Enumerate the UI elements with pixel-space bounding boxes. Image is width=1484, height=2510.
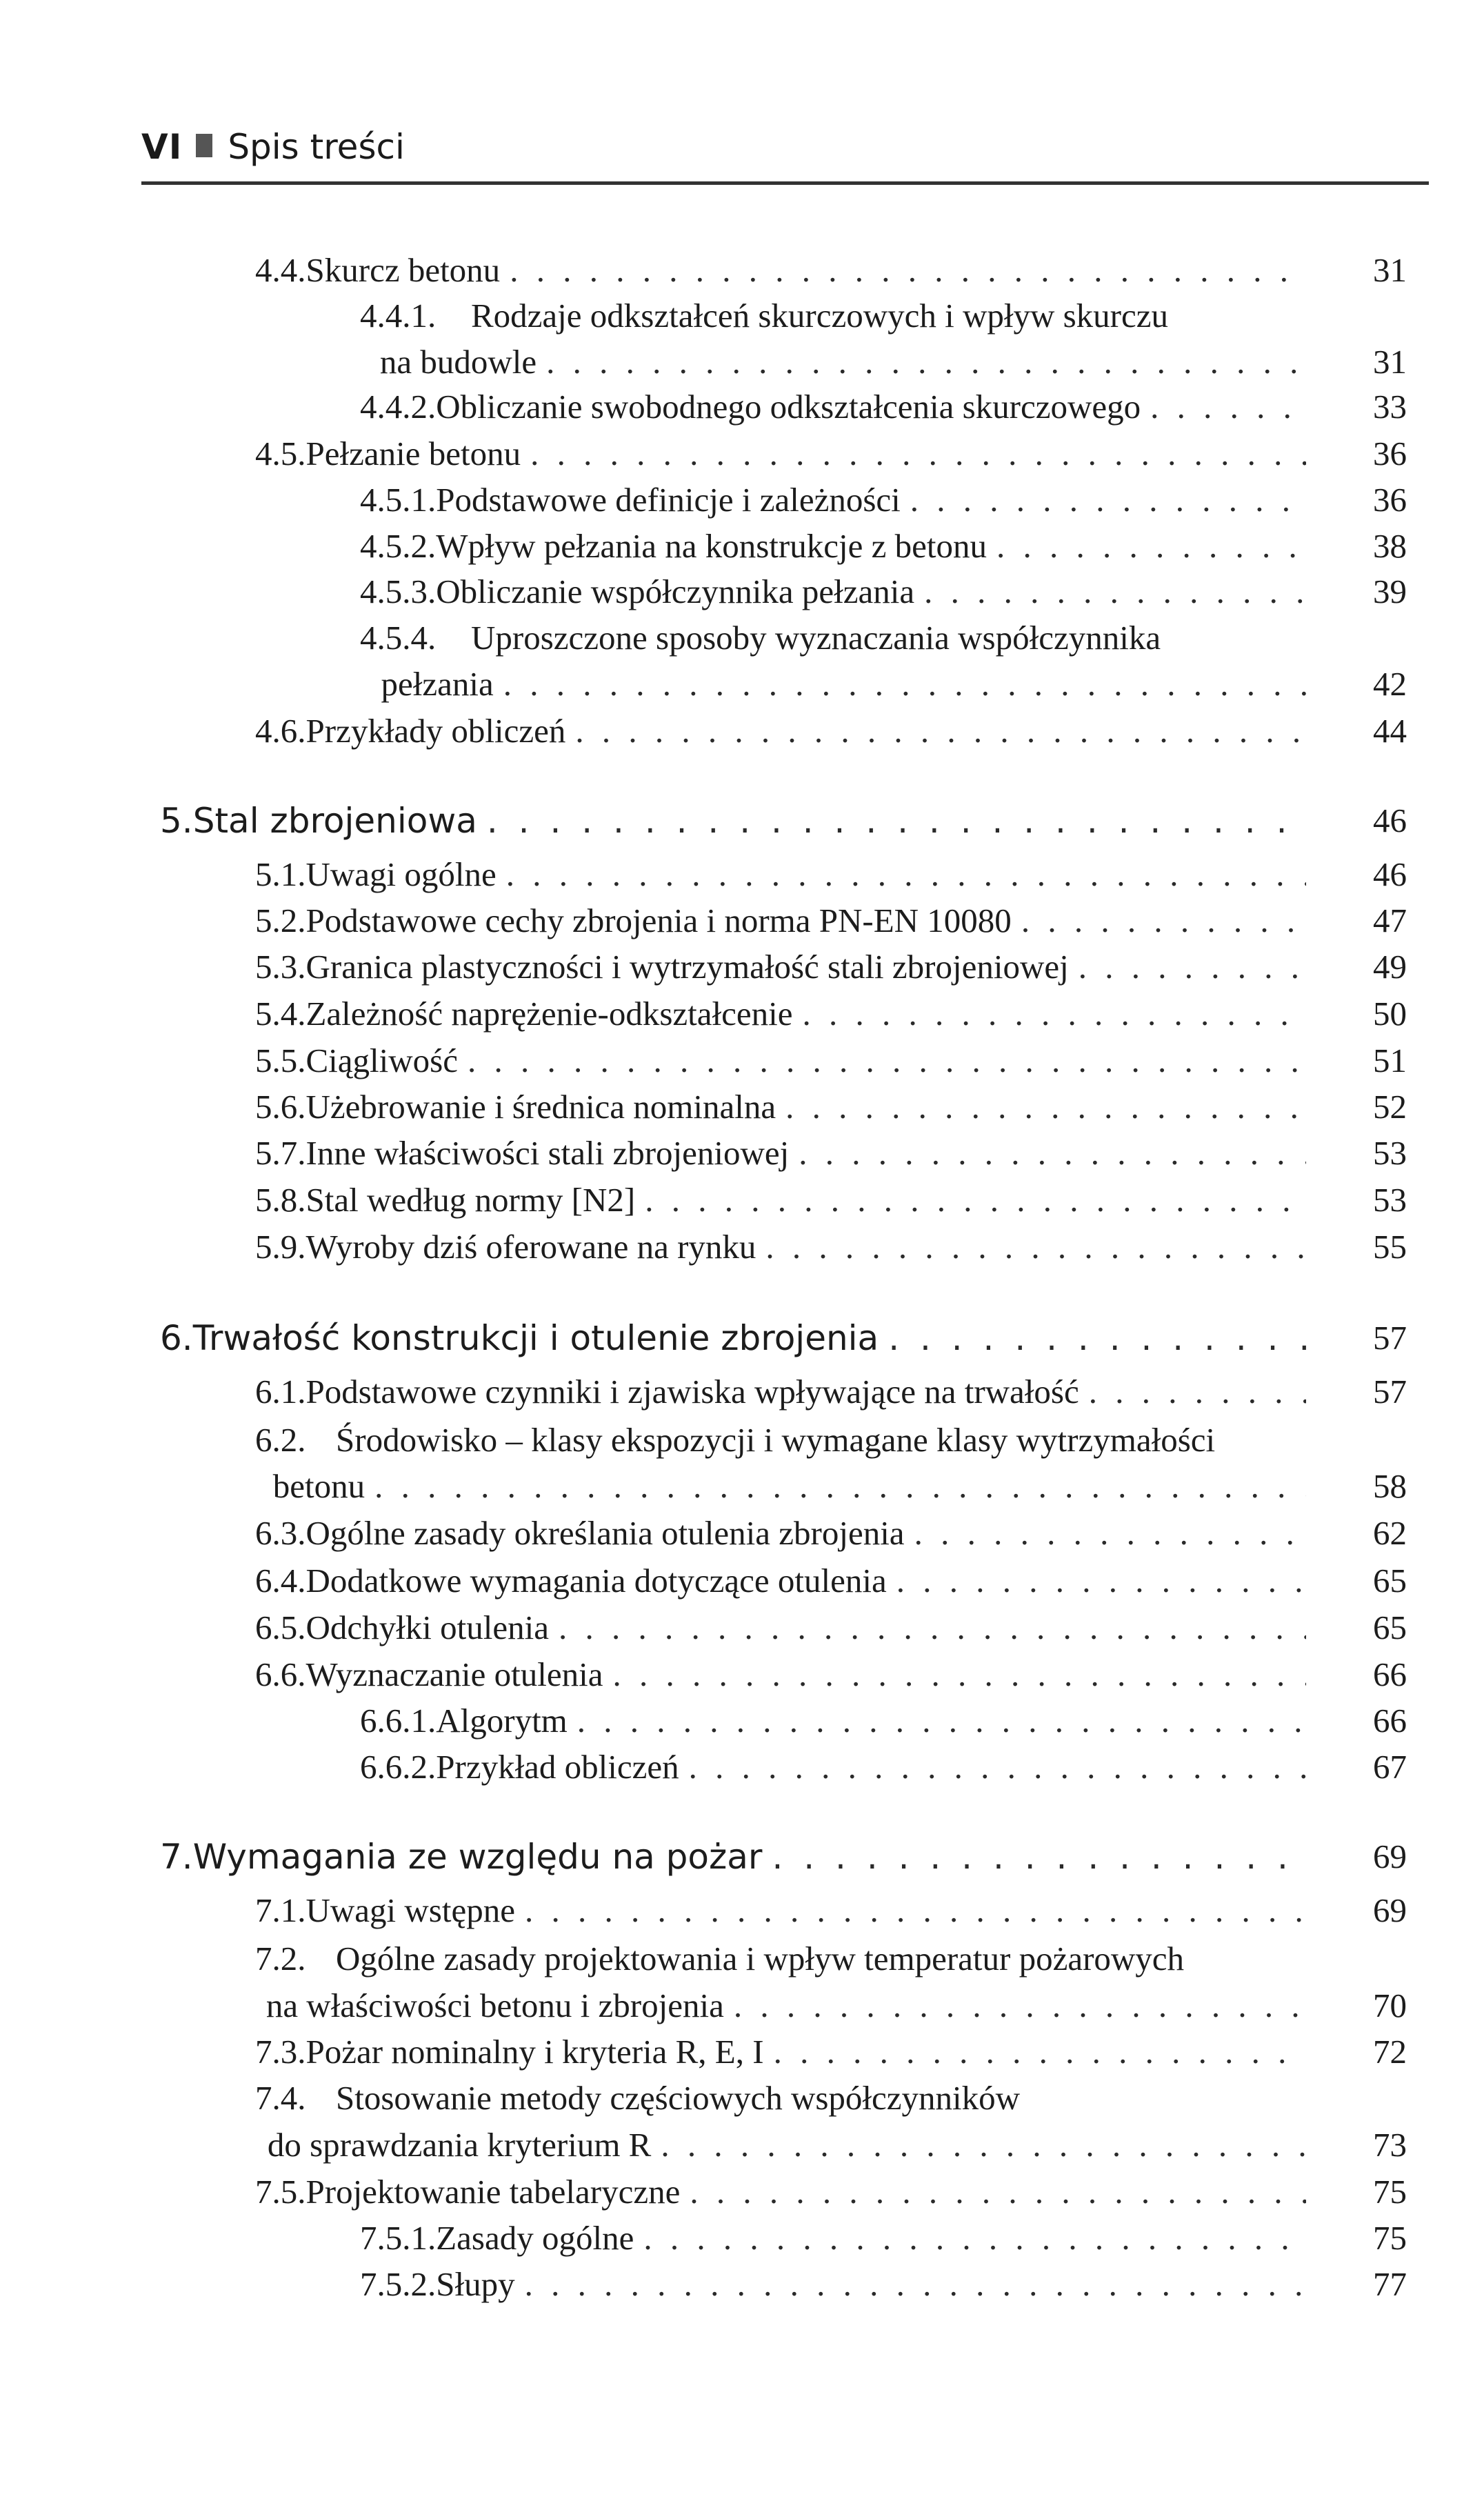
toc-entry [360,571,1407,612]
toc-entry [255,433,1407,475]
toc-entry-number: 5.8. [255,1181,306,1219]
toc-entry-page: 36 [1373,435,1407,472]
toc-entry-page: 72 [1373,2033,1407,2071]
toc-entry-title: betonu [272,1467,365,1505]
toc-entry-title: Podstawowe czynniki i zjawiska wpływające na trwałość [305,1373,1079,1411]
toc-entry-title: Projektowanie tabelaryczne [305,2173,681,2211]
toc-entry-number: 4.5.3. [360,572,437,610]
toc-entry-number: 7.5.1. [360,2219,437,2257]
toc-dot-leader [734,1985,1306,2026]
toc-entry-number: 6.3. [255,1514,306,1552]
toc-entry-number: 7.5.2. [360,2265,437,2303]
toc-entry-title: Stosowanie metody częściowych współczynników [336,2079,1021,2117]
toc-entry [255,1371,1407,1413]
toc-dot-leader [613,1654,1307,1695]
toc-dot-leader [1021,900,1306,942]
toc-entry [255,1938,1184,1980]
toc-dot-leader [487,800,1306,841]
toc-entry-title: pełzania [381,665,494,703]
toc-entry [255,993,1407,1035]
toc-dot-leader [468,1040,1306,1082]
toc-dot-leader [910,479,1306,521]
toc-entry-title: Podstawowe cechy zbrojenia i norma PN-EN 10080 [305,902,1012,939]
toc-entry-page: 57 [1373,1373,1407,1411]
toc-entry-number: 5.1. [255,855,306,893]
toc-entry-page: 38 [1373,527,1407,565]
toc-entry [255,1890,1407,1931]
toc-entry-page: 33 [1373,388,1407,426]
toc-entry-number: 4.5.4. [360,619,437,657]
toc-entry-title: Środowisko – klasy ekspozycji i wymagane klasy wytrzymałości [336,1421,1216,1459]
toc-entry [255,1985,1407,2026]
toc-entry-title: Uwagi wstępne [305,1891,515,1929]
toc-entry-title: na budowle [379,343,537,381]
toc-entry-number: 6.5. [255,1608,306,1646]
toc-dot-leader [643,2218,1306,2259]
toc-entry-page: 57 [1373,1319,1407,1357]
toc-entry-page: 58 [1373,1467,1407,1505]
toc-chapter-entry [160,1317,1407,1359]
toc-entry [255,1226,1407,1268]
header-rule [141,181,1429,185]
toc-entry [255,1086,1407,1128]
toc-chapter-entry [160,800,1407,841]
toc-entry-number: 5.5. [255,1042,306,1079]
toc-entry-number: 7.4. [255,2079,306,2117]
toc-entry [360,1746,1407,1788]
toc-entry [360,664,1407,705]
toc-entry-number: 4.4. [255,251,306,289]
header-square-icon [196,134,212,157]
toc-entry [360,2264,1407,2305]
toc-entry-number: 7. [160,1837,193,1877]
toc-entry-title: Zależność naprężenie-odkształcenie [305,995,793,1033]
toc-entry-title: Odchyłki otulenia [305,1608,549,1646]
toc-entry-number: 5.9. [255,1228,306,1266]
toc-dot-leader [506,854,1306,895]
toc-dot-leader [690,2171,1306,2213]
toc-dot-leader [661,2124,1306,2166]
toc-entry [255,1513,1407,1554]
toc-entry [255,1133,1407,1174]
toc-entry [255,1466,1407,1507]
toc-entry-page: 65 [1373,1608,1407,1646]
toc-entry-page: 42 [1373,665,1407,703]
toc-dot-leader [689,1746,1306,1788]
toc-dot-leader [785,1086,1306,1128]
toc-entry-number: 7.5. [255,2173,306,2211]
running-header [141,116,405,178]
toc-chapter-entry [160,1836,1407,1877]
toc-entry-page: 66 [1373,1702,1407,1740]
toc-entry-title: Dodatkowe wymagania dotyczące otulenia [305,1562,887,1600]
toc-entry [360,526,1407,567]
toc-entry-number: 4.4.2. [360,388,437,426]
toc-dot-leader [510,250,1306,291]
toc-entry-number: 5. [160,801,193,841]
toc-entry [360,1700,1407,1742]
toc-dot-leader [772,1836,1306,1877]
toc-entry-title: Uwagi ogólne [305,855,497,893]
toc-dot-leader [799,1133,1306,1174]
toc-entry-page: 36 [1373,481,1407,519]
toc-entry-number: 5.3. [255,948,306,986]
toc-entry-number: 4.4.1. [360,297,437,335]
toc-entry-title: Uproszczone sposoby wyznaczania współczynnika [471,619,1161,657]
toc-entry-number: 5.4. [255,995,306,1033]
toc-entry [255,1040,1407,1082]
toc-entry-number: 6.6. [255,1655,306,1693]
toc-dot-leader [530,433,1306,475]
toc-entry [255,710,1407,752]
toc-entry-number: 4.5.2. [360,527,437,565]
toc-entry-number: 4.6. [255,712,306,750]
toc-entry-page: 55 [1373,1228,1407,1266]
toc-dot-leader [503,664,1306,705]
toc-entry-number: 4.5.1. [360,481,437,519]
toc-dot-leader [374,1466,1306,1507]
toc-entry-title: Ogólne zasady projektowania i wpływ temperatur pożarowych [336,1940,1185,1978]
toc-entry-title: Pożar nominalny i kryteria R, E, I [305,2033,764,2071]
toc-entry-title: Obliczanie współczynnika pełzania [436,572,915,610]
toc-entry-page: 67 [1373,1748,1407,1786]
toc-entry-title: Rodzaje odkształceń skurczowych i wpływ skurczu [471,297,1168,335]
toc-entry-page: 70 [1373,1986,1407,2024]
toc-entry-title: Użebrowanie i średnica nominalna [305,1088,776,1126]
toc-entry-page: 51 [1373,1042,1407,1079]
toc-entry-number: 7.1. [255,1891,306,1929]
toc-entry-title: Przykład obliczeń [436,1748,679,1786]
toc-dot-leader [546,341,1306,383]
toc-entry [360,2218,1407,2259]
toc-entry-page: 46 [1373,801,1407,839]
toc-entry-title: Trwałość konstrukcji i otulenie zbrojenia [192,1318,879,1358]
toc-dot-leader [577,1700,1306,1742]
toc-entry [255,1420,1215,1461]
toc-dot-leader [525,1890,1306,1931]
toc-entry-number: 5.6. [255,1088,306,1126]
toc-entry-title: Ciągliwość [305,1042,458,1079]
toc-entry-title: Słupy [436,2265,515,2303]
toc-dot-leader [1150,386,1306,428]
toc-entry [255,854,1407,895]
toc-entry-title: Pełzanie betonu [305,435,521,472]
toc-entry-page: 31 [1373,343,1407,381]
toc-entry-title: Skurcz betonu [305,251,501,289]
toc-entry-page: 75 [1373,2173,1407,2211]
toc-entry-title: Ogólne zasady określania otulenia zbrojenia [305,1514,905,1552]
toc-entry [255,2171,1407,2213]
toc-dot-leader [575,710,1306,752]
toc-entry [255,2124,1407,2166]
toc-entry [255,2031,1407,2073]
toc-entry-page: 53 [1373,1134,1407,1172]
toc-entry-page: 44 [1373,712,1407,750]
toc-dot-leader [765,1226,1306,1268]
toc-entry [360,617,1161,659]
toc-entry [255,2078,1020,2119]
toc-entry-title: Wyznaczanie otulenia [305,1655,603,1693]
toc-entry-title: Wyroby dziś oferowane na rynku [305,1228,756,1266]
toc-entry-title: Obliczanie swobodnego odkształcenia skurczowego [436,388,1141,426]
toc-entry-title: Algorytm [436,1702,568,1740]
toc-entry-number: 6.6.1. [360,1702,437,1740]
toc-entry-title: Granica plastyczności i wytrzymałość stali zbrojeniowej [305,948,1069,986]
toc-entry-title: Wymagania ze względu na pożar [192,1837,763,1877]
toc-entry-number: 7.2. [255,1940,306,1978]
toc-dot-leader [888,1317,1306,1359]
toc-entry-page: 69 [1373,1837,1407,1875]
toc-entry-number: 6.6.2. [360,1748,437,1786]
toc-entry [255,250,1407,291]
toc-dot-leader [896,1560,1306,1602]
toc-entry-page: 69 [1373,1891,1407,1929]
toc-dot-leader [924,571,1306,612]
toc-dot-leader [774,2031,1306,2073]
toc-entry-number: 7.3. [255,2033,306,2071]
toc-entry-title: do sprawdzania kryterium R [267,2126,652,2164]
toc-entry [360,479,1407,521]
toc-dot-leader [803,993,1306,1035]
toc-entry [360,341,1407,383]
toc-dot-leader [996,526,1306,567]
toc-entry-number: 6.2. [255,1421,306,1459]
toc-entry-page: 77 [1373,2265,1407,2303]
toc-entry-page: 31 [1373,251,1407,289]
toc-dot-leader [525,2264,1306,2305]
toc-dot-leader [559,1607,1306,1649]
toc-entry-title: Przykłady obliczeń [305,712,566,750]
header-title: Spis treści [228,127,405,167]
toc-entry-number: 6. [160,1318,193,1358]
toc-entry [360,386,1407,428]
toc-entry-page: 73 [1373,2126,1407,2164]
toc-dot-leader [1089,1371,1306,1413]
toc-dot-leader [645,1179,1306,1221]
toc-entry-page: 50 [1373,995,1407,1033]
toc-entry-title: Zasady ogólne [436,2219,634,2257]
toc-entry-number: 6.4. [255,1562,306,1600]
toc-entry-title: Stal według normy [N2] [305,1181,636,1219]
toc-entry-page: 62 [1373,1514,1407,1552]
toc-entry [255,1560,1407,1602]
toc-entry [255,1179,1407,1221]
toc-entry-number: 5.7. [255,1134,306,1172]
toc-entry-page: 65 [1373,1562,1407,1600]
toc-entry [255,946,1407,988]
toc-entry-page: 66 [1373,1655,1407,1693]
toc-entry-page: 47 [1373,902,1407,939]
toc-entry-page: 52 [1373,1088,1407,1126]
toc-entry-page: 53 [1373,1181,1407,1219]
toc-entry-number: 6.1. [255,1373,306,1411]
toc-entry [255,1607,1407,1649]
toc-entry-page: 46 [1373,855,1407,893]
toc-entry-title: Podstawowe definicje i zależności [436,481,901,519]
toc-entry-page: 39 [1373,572,1407,610]
toc-entry-number: 5.2. [255,902,306,939]
page-number: VI [141,127,183,167]
toc-dot-leader [914,1513,1306,1554]
toc-entry-title: Stal zbrojeniowa [192,801,477,841]
toc-entry-title: Wpływ pełzania na konstrukcje z betonu [436,527,987,565]
toc-entry [255,1654,1407,1695]
toc-entry-page: 49 [1373,948,1407,986]
toc-dot-leader [1079,946,1306,988]
toc-entry-title: na właściwości betonu i zbrojenia [265,1986,724,2024]
toc-entry-number: 4.5. [255,435,306,472]
toc-entry [360,295,1168,337]
toc-entry [255,900,1407,942]
toc-entry-page: 75 [1373,2219,1407,2257]
toc-entry-title: Inne właściwości stali zbrojeniowej [305,1134,790,1172]
